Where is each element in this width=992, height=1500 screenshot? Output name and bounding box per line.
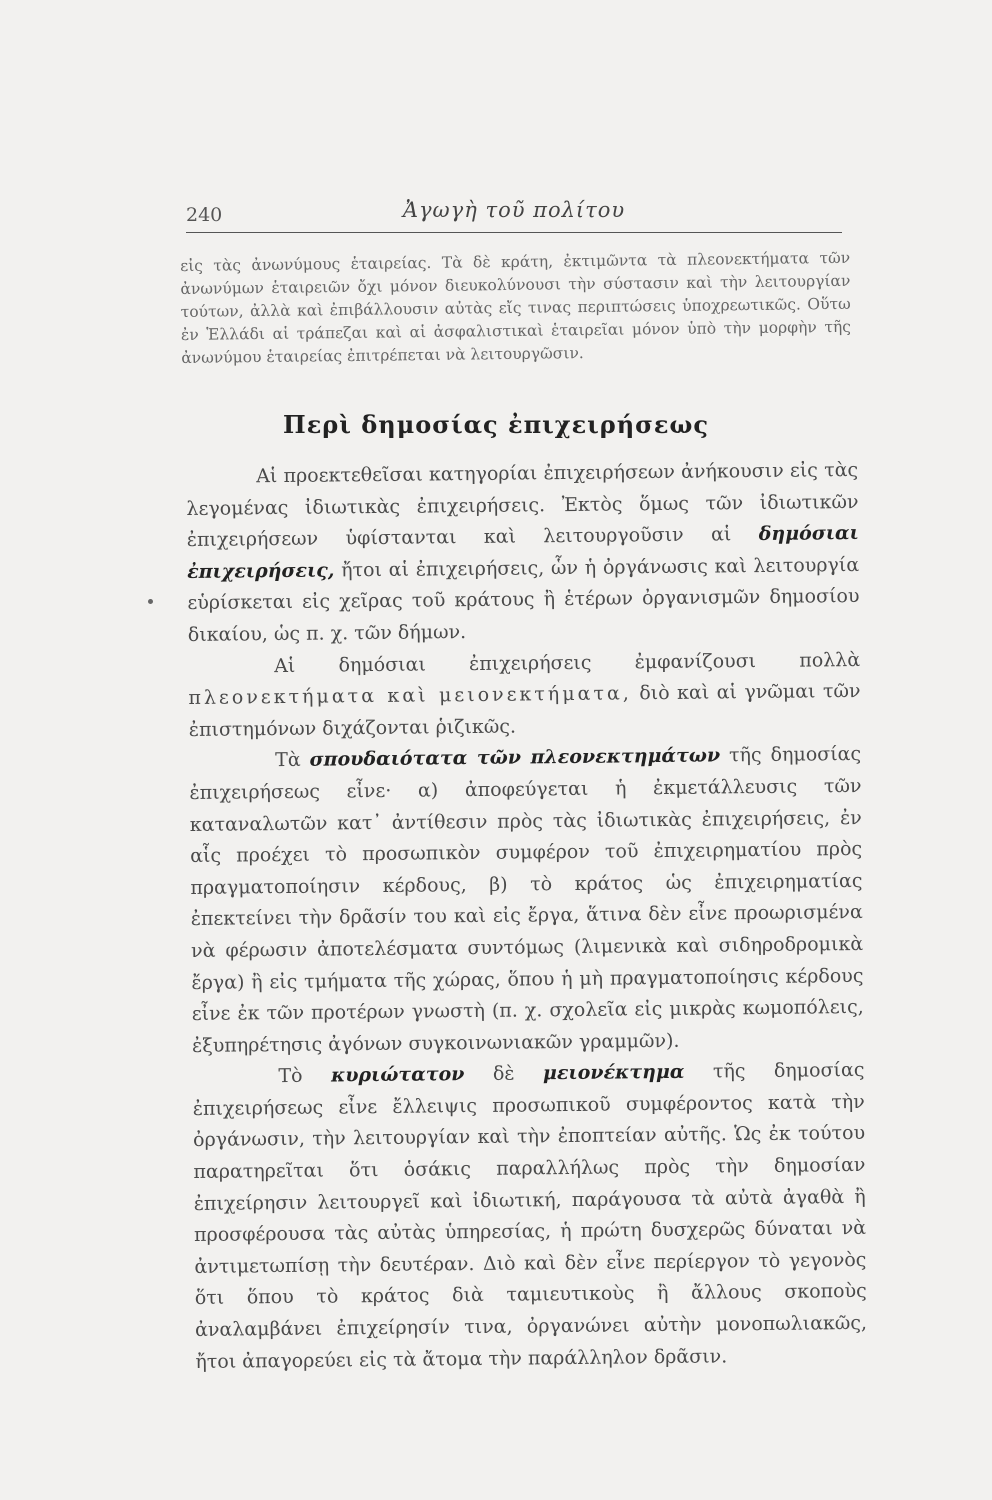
margin-dot-mark [148, 599, 153, 604]
section-body [186, 455, 868, 1378]
paragraph-2: Αἱ δημόσιαι ἐπιχειρήσεις ἐμφανίζουσι πολλὰ πλεονεκτήματα καὶ μειονεκτήματα, διὸ καὶ αἱ γνῶμαι τῶν ἐπιστημόνων διχάζονται ῥιζικῶς. [188, 648, 861, 741]
spaced-advantages-disadvantages: πλεονεκτήματα καὶ μειονεκτήματα, [188, 682, 632, 710]
emphasis-main-advantages: σπουδαιότατα τῶν πλεονεκτημάτων [309, 744, 721, 772]
paragraph-3: Τὰ σπουδαιότατα τῶν πλεονεκτημάτων τῆς δημοσίας ἐπιχειρήσεως εἶνε· α) ἀποφεύγεται ἡ ἐκμετάλλευσις τῶν καταναλωτῶν κατ᾽ ἀντίθεσιν πρὸς τὰς ἰδιωτικὰς ἐπιχειρήσεις, ἐν αἷς προέχει τὸ προσωπικὸν συμφέρον τοῦ ἐπιχειρηματίου πρὸς πραγματοποίησιν κέρδους, β) τὸ κράτος ὡς ἐπιχειρηματίας ἐπεκτείνει τὴν δρᾶσίν του καὶ εἰς ἔργα, ἅτινα δὲν εἶνε προωρισμένα νὰ φέρωσιν ἀποτελέσματα συντόμως (λιμενικὰ καὶ σιδηροδρομικὰ ἔργα) ἢ εἰς τμήματα τῆς χώρας, ὅπου ἡ μὴ πραγματοποίησις κέρδους εἶνε ἐκ τῶν προτέρων γνωστὴ (π. χ. σχολεῖα εἰς μικρὰς κωμοπόλεις, ἐξυπηρέτησις ἀγόνων συγκοινωνιακῶν γραμμῶν). [189, 743, 864, 1057]
running-head [186, 198, 842, 233]
emphasis-disadvantage: μειονέκτημα [542, 1061, 685, 1085]
running-title: Ἀγωγὴ τοῦ πολίτου [402, 198, 626, 222]
page-number: 240 [186, 204, 223, 226]
emphasis-principal: κυριώτατον [330, 1063, 465, 1087]
paragraph-4: Τὸ κυριώτατον δὲ μειονέκτημα τῆς δημοσίας ἐπιχειρήσεως εἶνε ἔλλειψις προσωπικοῦ συμφέροντος κατὰ τὴν ὀργάνωσιν, τὴν λειτουργίαν καὶ τὴν ἐποπτείαν αὐτῆς. Ὡς ἐκ τούτου παρατηρεῖται ὅτι ὁσάκις παραλλήλως πρὸς τὴν δημοσίαν ἐπιχείρησιν λειτουργεῖ καὶ ἰδιωτική, παράγουσα τὰ αὐτὰ ἀγαθὰ ἢ προσφέρουσα τὰς αὐτὰς ὑπηρεσίας, ἡ πρώτη δυσχερῶς δύναται νὰ ἀντιμετωπίσῃ τὴν δευτέραν. Διὸ καὶ δὲν εἶνε περίεργον τὸ γεγονὸς ὅτι ὅπου τὸ κράτος διὰ ταμιευτικοὺς ἢ ἄλλους σκοποὺς ἀναλαμβάνει ἐπιχείρησίν τινα, ὀργανώνει αὐτὴν μονοπωλιακῶς, ἤτοι ἀπαγορεύει εἰς τὰ ἄτομα τὴν παράλληλον δρᾶσιν. [192, 1059, 868, 1373]
emphasis-public-enterprises: δημόσιαι ἐπιχειρήσεις, [187, 522, 859, 583]
paragraph-1: Αἱ προεκτεθεῖσαι κατηγορίαι ἐπιχειρήσεων ἀνήκουσιν εἰς τὰς λεγομένας ἰδιωτικὰς ἐπιχειρήσεις. Ἐκτὸς ὅμως τῶν ἰδιωτικῶν ἐπιχειρήσεων ὑφίστανται καὶ λειτουργοῦσιν αἱ δημόσιαι ἐπιχειρήσεις, ἤτοι αἱ ἐπιχειρήσεις, ὧν ἡ ὀργάνωσις καὶ λειτουργία εὑρίσκεται εἰς χεῖρας τοῦ κράτους ἢ ἑτέρων ὀργανισμῶν δημοσίου δικαίου, ὡς π. χ. τῶν δήμων. [186, 458, 860, 646]
intro-paragraph: εἰς τὰς ἀνωνύμους ἑταιρείας. Τὰ δὲ κράτη, ἐκτιμῶντα τὰ πλεονεκτήματα τῶν ἀνωνύμων ἑταιρειῶν ὄχι μόνον διευκολύνουσι τὴν σύστασιν καὶ τὴν λειτουργίαν τούτων, ἀλλὰ καὶ ἐπιβάλλουσιν αὐτὰς εἴς τινας περιπτώσεις ὑποχρεωτικῶς. Οὕτω ἐν Ἑλλάδι αἱ τράπεζαι καὶ αἱ ἀσφαλιστικαὶ ἑταιρεῖαι μόνον ὑπὸ τὴν μορφὴν τῆς ἀνωνύμου ἑταιρείας ἐπιτρέπεται νὰ λειτουργῶσιν. [180, 248, 852, 367]
section-heading: Περὶ δημοσίας ἐπιχειρήσεως [283, 410, 709, 439]
